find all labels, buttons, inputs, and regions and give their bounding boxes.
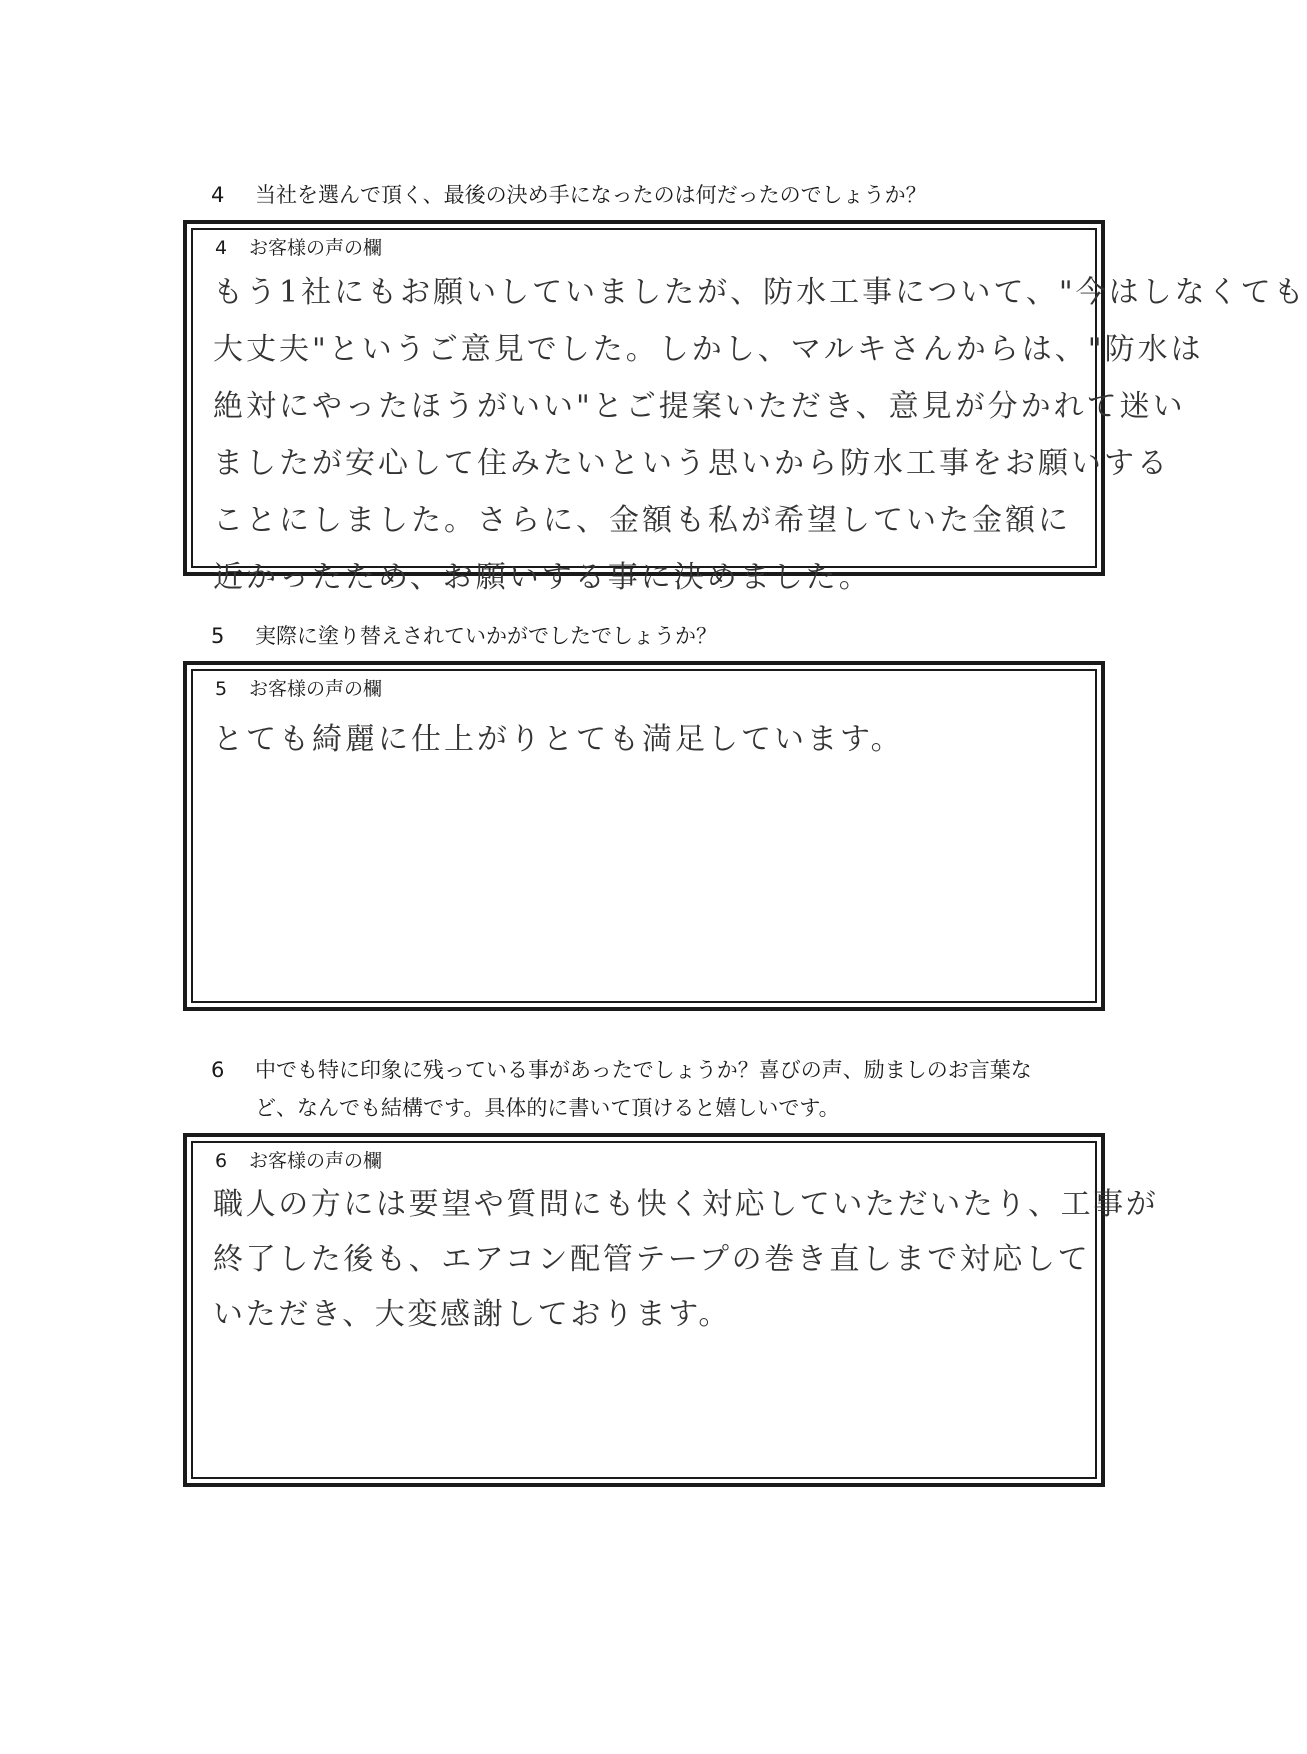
question-5 <box>211 617 717 655</box>
answer-line: とても綺麗に仕上がりとても満足しています。 <box>213 722 904 757</box>
answer-box-6 <box>183 1133 1159 1487</box>
question-4 <box>211 176 927 214</box>
box-header-number: 4 <box>215 237 228 259</box>
box-header-label: お客様の声の欄 <box>249 1150 383 1172</box>
question-text-continued: ど、なんでも結構です。具体的に書いて頂けると嬉しいです。 <box>255 1096 840 1120</box>
answer-line: 近かったため、お願いする事に決めました。 <box>213 560 872 595</box>
answer-line: いただき、大変感謝しております。 <box>213 1297 731 1332</box>
question-text: 中でも特に印象に残っている事があったでしょうか？喜びの声、励ましのお言葉な <box>255 1058 1032 1082</box>
box-header-label: お客様の声の欄 <box>249 237 383 259</box>
box-header <box>215 1149 382 1173</box>
answer-box-5 <box>183 661 1105 1011</box>
handwritten-answer <box>213 705 1083 769</box>
answer-line: 絶対にやったほうがいい"とご提案いただき、意見が分かれて迷い <box>213 389 1186 424</box>
answer-line: ましたが安心して住みたいという思いから防水工事をお願いする <box>213 446 1170 481</box>
answer-line: 職人の方には要望や質問にも快く対応していただいたり、工事が <box>213 1187 1159 1222</box>
handwritten-answer <box>213 264 1307 606</box>
answer-line: 終了した後も、エアコン配管テープの巻き直しまで対応して <box>213 1242 1091 1277</box>
answer-box-inner <box>191 1141 1159 1479</box>
question-6 <box>211 1051 1032 1127</box>
answer-box-inner <box>191 669 1097 1003</box>
answer-box-4 <box>183 220 1307 595</box>
answer-line: 大丈夫"というご意見でした。しかし、マルキさんからは、"防水は <box>213 332 1204 367</box>
question-text: 当社を選んで頂く、最後の決め手になったのは何だったのでしょうか？ <box>255 183 927 207</box>
box-header <box>215 677 382 701</box>
box-header-number: 6 <box>215 1150 228 1172</box>
handwritten-answer <box>213 1177 1159 1342</box>
question-text: 実際に塗り替えされていかがでしたでしょうか？ <box>255 624 717 648</box>
question-number: 4 <box>211 183 225 207</box>
answer-line: ことにしました。さらに、金額も私が希望していた金額に <box>213 503 1071 538</box>
box-header-label: お客様の声の欄 <box>249 678 383 700</box>
question-number: 6 <box>211 1058 225 1082</box>
box-header-number: 5 <box>215 678 228 700</box>
box-header <box>215 236 382 260</box>
answer-box-inner <box>191 228 1307 595</box>
answer-line: もう1社にもお願いしていましたが、防水工事について、"今はしなくても <box>213 275 1307 310</box>
question-number: 5 <box>211 624 225 648</box>
